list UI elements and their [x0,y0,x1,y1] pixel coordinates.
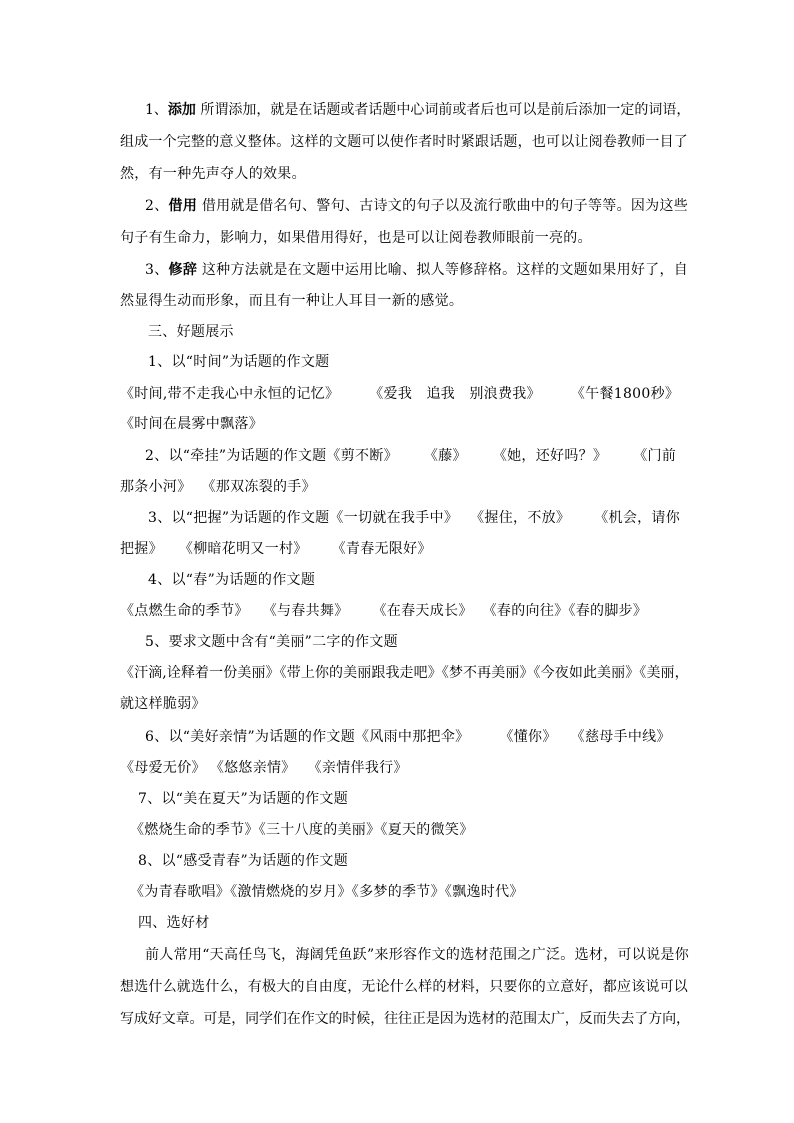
t3-title-e: 《青春无限好》 [331,541,432,557]
s2-number: 2、 [145,198,169,214]
s3-line2: 然显得生动而形象，而且有一种让人耳目一新的感觉。 [120,293,464,309]
t5-line2: 就这样脆弱》 [120,696,206,712]
s3-number: 3、 [145,262,169,278]
t4-title-e: 《春的脚步》 [568,603,648,619]
t1-title-a: 《时间,带不走我心中永恒的记忆》 [120,386,340,402]
s1-line2: 组成一个完整的意义整体。这样的文题可以使作者时时紧跟话题，也可以让阅卷教师一目了 [120,134,688,150]
t3-title-a: 《一切就在我手中》 [329,510,459,526]
t3-line1 [148,508,680,528]
t1-titles-line1 [120,384,679,404]
s3-line1 [145,260,688,280]
t4-heading: 4、以“春”为话题的作文题 [148,572,316,588]
t2-title-a: 《剪不断》 [326,448,398,464]
t3-line2 [120,539,432,559]
t1-heading: 1、以“时间”为话题的作文题 [148,354,330,370]
s1-line1 [145,100,690,120]
t2-title-c: 《她，还好吗？》 [492,448,608,464]
t5-line1: 《汗滴,诠释着一份美丽》《带上你的美丽跟我走吧》《梦不再美丽》《今夜如此美丽》《美丽， [120,665,689,681]
t3-title-c-part1: 《机会，请你 [594,510,681,526]
t6-heading: 6、以“美好亲情”为话题的作文题 [145,729,356,745]
t8-heading: 8、以“感受青春”为话题的作文题 [138,853,349,869]
t3-title-b: 《握住，不放》 [470,510,571,526]
s2-text: 借用就是借名句、警句、古诗文的句子以及流行歌曲中的句子等等。因为这些 [197,198,689,214]
t6-title-d: 《母爱无价》 [120,760,206,776]
p4-line2: 想选什么就选什么，有极大的自由度，无论什么样的材料，只要你的立意好，都应该说可以 [120,979,688,995]
t1-title-b: 《爱我 追我 别浪费我》 [369,386,541,402]
heading-select-material: 四、选好材 [138,915,210,931]
s3-text: 这种方法就是在文题中运用比喻、拟人等修辞格。这样的文题如果用好了，自 [197,262,689,278]
t6-title-c: 《慈母手中线》 [570,729,671,745]
s1-line3: 然，有一种先声夺人的效果。 [120,166,306,182]
s2-line2: 句子有生命力，影响力，如果借用得好，也是可以让阅卷教师眼前一亮的。 [120,230,592,246]
t2-title-d-part2: 那条小河》 [120,479,192,495]
p4-line3: 写成好文章。可是，同学们在作文的时候，往往正是因为选材的范围太广，反而失去了方向， [120,1011,690,1027]
p4-line1: 前人常用“天高任鸟飞，海阔凭鱼跃”来形容作文的选材范围之广泛。选材，可以说是你 [145,947,690,963]
t7-heading: 7、以“美在夏天”为话题的作文题 [138,791,349,807]
t5-heading: 5、要求文题中含有“美丽”二字的作文题 [145,634,398,650]
s1-text: 所谓添加，就是在话题或者话题中心词前或者后也可以是前后添加一定的词语， [195,102,691,118]
t4-title-c: 《在春天成长》 [372,603,473,619]
s2-term: 借用 [168,198,198,214]
t6-title-f: 《亲情伴我行》 [307,760,408,776]
t2-title-e: 《那双冻裂的手》 [201,479,316,495]
t8-titles: 《为青春歌唱》《激情燃烧的岁月》《多梦的季节》《飘逸时代》 [130,884,524,900]
t7-titles: 《燃烧生命的季节》《三十八度的美丽》《夏天的微笑》 [130,822,474,838]
t6-title-e: 《悠悠亲情》 [209,760,296,776]
t6-line1 [145,727,671,747]
t2-line2 [120,477,316,497]
t3-title-c-part2: 把握》 [120,541,163,557]
t4-title-d: 《春的向往》 [482,603,569,619]
t4-title-b: 《与春共舞》 [262,603,349,619]
t1-title-d: 《时间在晨雾中飘落》 [120,416,263,432]
t2-title-b: 《藤》 [423,448,467,464]
s2-line1 [145,196,688,216]
heading-good-titles: 三、好题展示 [148,324,234,340]
t6-title-b: 《懂你》 [499,729,557,745]
t2-title-d-part1: 《门前 [633,448,677,464]
t4-title-a: 《点燃生命的季节》 [120,603,249,619]
t6-title-a: 《风雨中那把伞》 [355,729,470,745]
t2-line1 [145,446,676,466]
s1-number: 1、 [145,102,168,118]
t6-line2 [120,758,408,778]
t3-title-d: 《柳暗花明又一村》 [178,541,308,557]
t2-heading: 2、以“牵挂”为话题的作文题 [145,448,327,464]
s1-term: 添加 [167,102,196,118]
t3-heading: 3、以“把握”为话题的作文题 [148,510,330,526]
t4-titles [120,601,647,621]
s3-term: 修辞 [168,262,198,278]
t1-title-c: 《午餐1800秒》 [570,386,680,402]
